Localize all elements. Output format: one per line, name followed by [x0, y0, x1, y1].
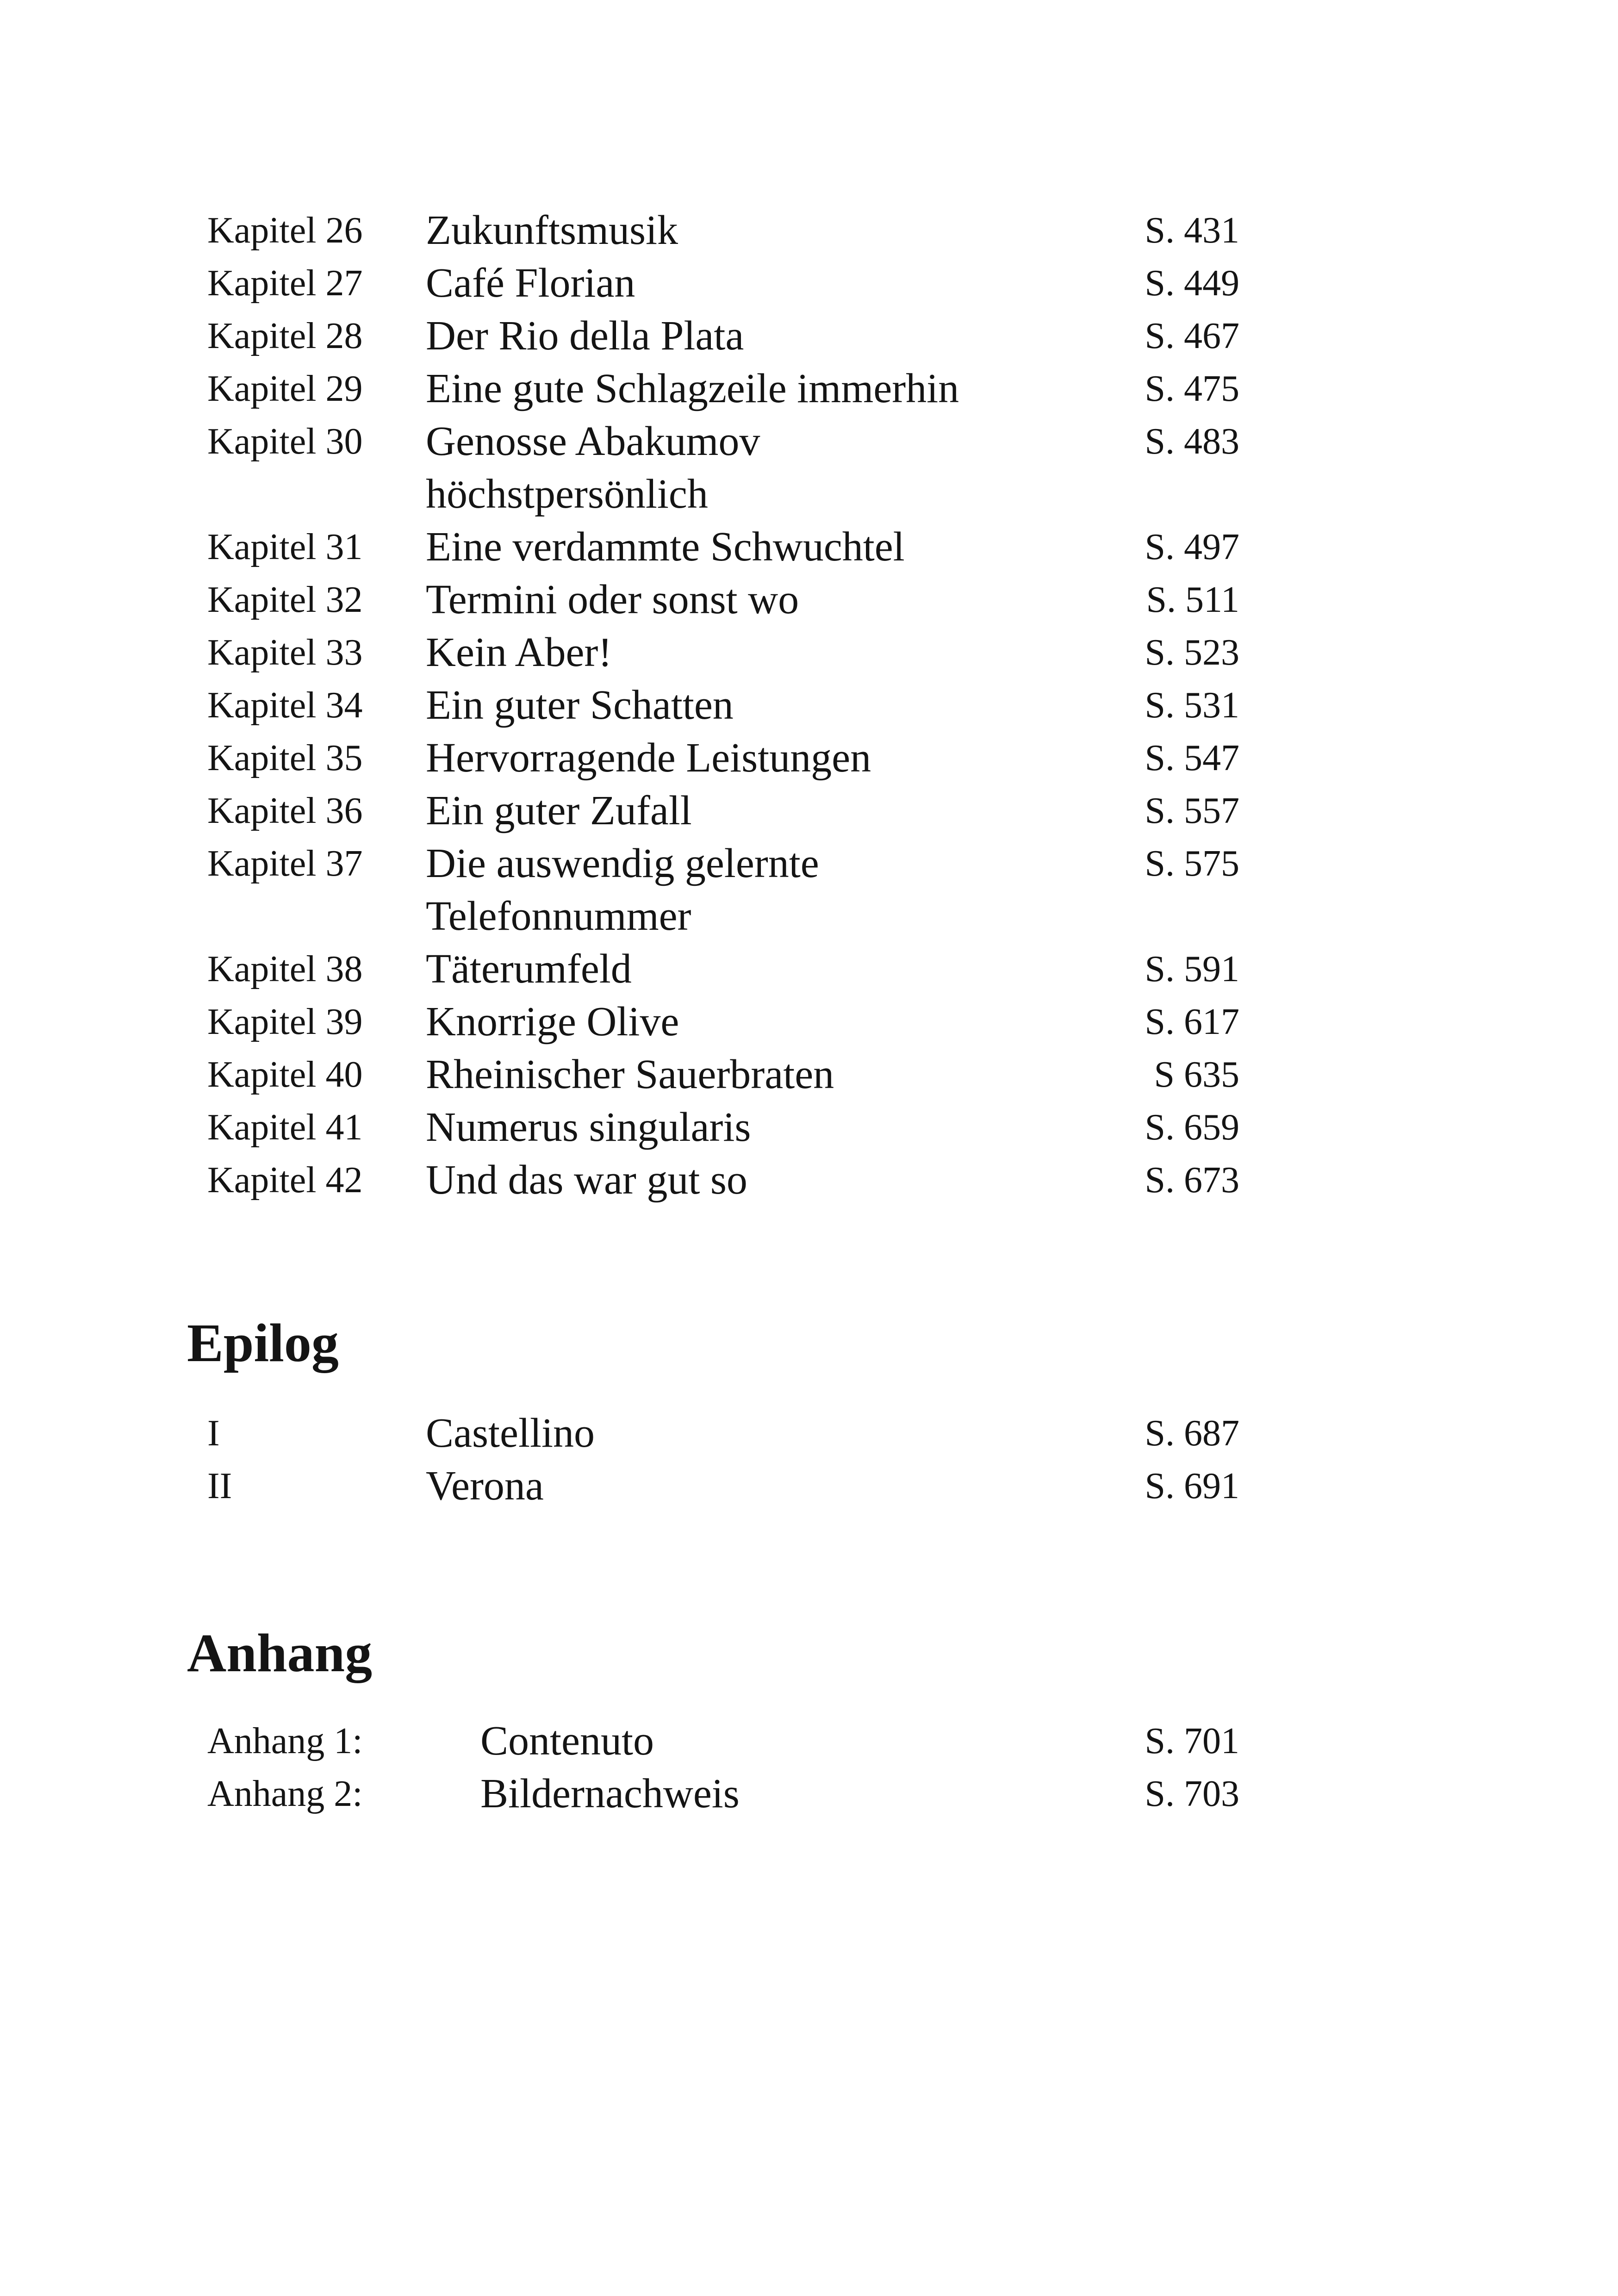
anhang-heading: Anhang [187, 1623, 373, 1683]
toc-row [0, 626, 1618, 679]
entry-title: Genosse Abakumov [426, 418, 760, 464]
entry-title: Täterumfeld [426, 946, 632, 992]
entry-title: Der Rio della Plata [426, 313, 744, 359]
toc-row [0, 943, 1618, 996]
entry-label: Kapitel 32 [207, 579, 363, 620]
entry-page-number: S. 449 [1145, 263, 1239, 304]
epilog-row [0, 1460, 1618, 1512]
entry-label: Kapitel 28 [207, 316, 363, 356]
entry-title: Contenuto [480, 1718, 654, 1764]
entry-page-number: S. 497 [1145, 527, 1239, 567]
entry-page-number: S. 531 [1145, 685, 1239, 726]
entry-page-number: S. 701 [1145, 1721, 1239, 1761]
entry-page-number: S. 617 [1145, 1002, 1239, 1042]
entry-page-number: S. 511 [1146, 579, 1239, 620]
toc-row [0, 257, 1618, 310]
entry-label: Kapitel 34 [207, 685, 363, 726]
toc-row [0, 732, 1618, 784]
anhang-row [0, 1767, 1618, 1820]
toc-row [0, 362, 1618, 415]
entry-title: Castellino [426, 1410, 595, 1456]
entry-page-number: S. 467 [1145, 316, 1239, 356]
entry-page-number: S 635 [1154, 1054, 1239, 1095]
entry-label: Kapitel 38 [207, 949, 363, 989]
entry-page-number: S. 687 [1145, 1413, 1239, 1454]
entry-page-number: S. 475 [1145, 368, 1239, 409]
epilog-row [0, 1407, 1618, 1460]
entry-page-number: S. 673 [1145, 1160, 1239, 1201]
toc-row [0, 837, 1618, 890]
entry-page-number: S. 431 [1145, 210, 1239, 251]
toc-row [0, 1101, 1618, 1154]
toc-row [0, 679, 1618, 732]
entry-title: Rheinischer Sauerbraten [426, 1052, 834, 1097]
entry-page-number: S. 591 [1145, 949, 1239, 989]
entry-page-number: S. 523 [1145, 632, 1239, 673]
toc-row-continuation [0, 890, 1618, 943]
entry-title: Bildernachweis [480, 1771, 740, 1817]
entry-title: Kein Aber! [426, 629, 612, 675]
entry-label: Kapitel 42 [207, 1160, 363, 1201]
entry-label: Kapitel 33 [207, 632, 363, 673]
toc-row [0, 521, 1618, 573]
entry-label: Kapitel 40 [207, 1054, 363, 1095]
entry-label: Kapitel 26 [207, 210, 363, 251]
entry-page-number: S. 703 [1145, 1773, 1239, 1814]
toc-row [0, 310, 1618, 362]
toc-row [0, 573, 1618, 626]
entry-title-continuation: Telefonnummer [426, 893, 691, 939]
entry-label: Kapitel 27 [207, 263, 363, 304]
entry-title: Eine verdammte Schwuchtel [426, 524, 905, 570]
entry-page-number: S. 547 [1145, 738, 1239, 778]
entry-title: Café Florian [426, 260, 635, 306]
entry-label: Kapitel 31 [207, 527, 363, 567]
entry-label: Kapitel 39 [207, 1002, 363, 1042]
toc-row [0, 1048, 1618, 1101]
entry-page-number: S. 575 [1145, 843, 1239, 884]
entry-title: Die auswendig gelernte [426, 840, 819, 886]
entry-page-number: S. 557 [1145, 790, 1239, 831]
entry-title: Hervorragende Leistungen [426, 735, 871, 781]
entry-title: Eine gute Schlagzeile immerhin [426, 366, 959, 411]
entry-title-continuation: höchstpersönlich [426, 471, 708, 517]
entry-label: Anhang 2: [207, 1773, 363, 1814]
entry-title: Knorrige Olive [426, 999, 679, 1045]
entry-title: Termini oder sonst wo [426, 577, 799, 622]
entry-label: Kapitel 29 [207, 368, 363, 409]
entry-label: Kapitel 36 [207, 790, 363, 831]
toc-row [0, 784, 1618, 837]
toc-row [0, 996, 1618, 1048]
entry-title: Ein guter Zufall [426, 788, 692, 834]
entry-title: Ein guter Schatten [426, 682, 734, 728]
entry-page-number: S. 483 [1145, 421, 1239, 462]
toc-row [0, 204, 1618, 257]
anhang-row [0, 1715, 1618, 1767]
toc-row [0, 1154, 1618, 1207]
toc-row-continuation [0, 468, 1618, 521]
entry-page-number: S. 659 [1145, 1107, 1239, 1148]
entry-label: Kapitel 41 [207, 1107, 363, 1148]
epilog-heading: Epilog [187, 1313, 339, 1373]
entry-page-number: S. 691 [1145, 1466, 1239, 1506]
entry-label: Kapitel 35 [207, 738, 363, 778]
entry-title: Zukunftsmusik [426, 207, 678, 253]
entry-label: Kapitel 37 [207, 843, 363, 884]
entry-title: Numerus singularis [426, 1104, 751, 1150]
entry-label: II [207, 1466, 232, 1506]
entry-label: Anhang 1: [207, 1721, 363, 1761]
entry-title: Verona [426, 1463, 544, 1509]
toc-row [0, 415, 1618, 468]
entry-label: I [207, 1413, 220, 1454]
entry-label: Kapitel 30 [207, 421, 363, 462]
entry-title: Und das war gut so [426, 1157, 747, 1203]
